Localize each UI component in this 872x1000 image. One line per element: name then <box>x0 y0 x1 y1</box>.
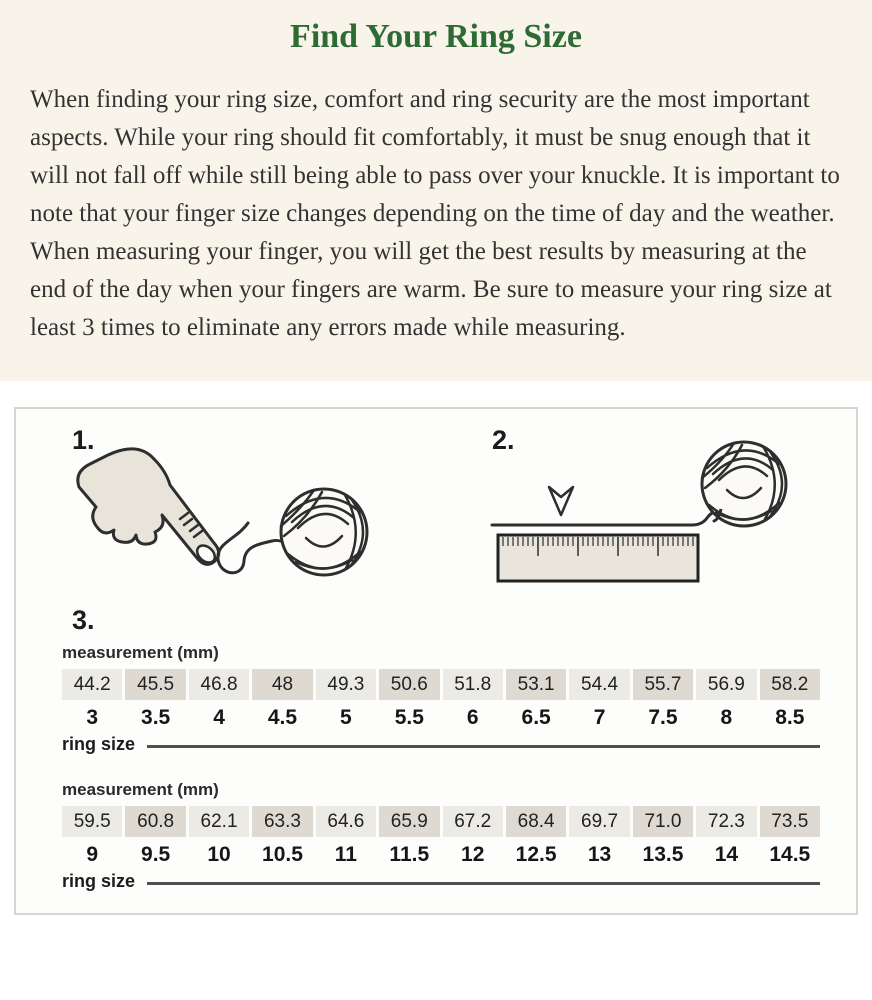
ring-size-cell: 13.5 <box>642 842 684 866</box>
measurement-cell: 73.5 <box>760 806 820 837</box>
ring-size-cell: 4 <box>213 705 225 729</box>
ring-size-cell: 7.5 <box>648 705 678 729</box>
measurement-cell: 67.2 <box>443 806 503 837</box>
ring-size-cell: 6 <box>466 705 479 729</box>
measurement-cell: 68.4 <box>506 806 566 837</box>
measurement-cell: 53.1 <box>506 669 566 700</box>
measurement-cell: 69.7 <box>569 806 629 837</box>
ring-size-label: ring size <box>62 871 136 891</box>
measurement-row <box>62 806 820 837</box>
intro-paragraph: When finding your ring size, comfort and ring security are the most important aspects. While your ring should fit comfortably, it must be snug enough that it will not fall off while still being able to pass over your knuckle. It is important to note that your finger size changes depending on the time of day and the weather. When measuring your finger, you will get the best results by measuring at the end of the day when your fingers are warm. Be sure to measure your ring size at least 3 times to eliminate any errors made while measuring. <box>30 85 840 341</box>
ring-size-cell: 7 <box>593 705 606 729</box>
measurement-cell: 44.2 <box>62 669 122 700</box>
ring-size-cell: 8 <box>720 705 733 729</box>
ring-size-caption <box>62 871 820 893</box>
ring-size-row <box>62 702 820 734</box>
ruler-measuring-string-icon <box>476 424 816 597</box>
ring-size-cell: 14 <box>714 842 739 866</box>
string-curl <box>218 523 289 573</box>
measurement-cell: 50.6 <box>379 669 439 700</box>
page-title: Find Your Ring Size <box>290 18 582 55</box>
string-line <box>492 512 716 524</box>
ring-size-cell: 3.5 <box>141 705 171 729</box>
ring-size-cell: 8.5 <box>775 705 805 729</box>
measurement-cell: 48 <box>252 669 312 700</box>
ring-size-cell: 4.5 <box>267 705 298 729</box>
ring-size-cell: 13 <box>587 842 612 866</box>
measurement-cell: 46.8 <box>189 669 249 700</box>
ring-size-cell: 6.5 <box>521 705 551 729</box>
ring-size-cell: 11 <box>334 842 357 866</box>
ring-size-cell: 14.5 <box>769 842 811 866</box>
measurement-cell: 54.4 <box>569 669 629 700</box>
ruler-minor-ticks <box>500 537 696 551</box>
step-2 <box>436 423 856 599</box>
measurement-cell: 51.8 <box>443 669 503 700</box>
measurement-cell: 45.5 <box>125 669 185 700</box>
ring-size-rule-line <box>147 745 820 748</box>
measurement-label: measurement (mm) <box>62 779 219 799</box>
measurement-cell: 49.3 <box>316 669 376 700</box>
ring-size-table-large <box>62 780 820 893</box>
yarn-ball-icon <box>281 489 367 575</box>
ring-size-caption <box>62 734 820 756</box>
measurement-cell: 60.8 <box>125 806 185 837</box>
ring-size-cell: 12 <box>461 842 485 866</box>
ring-size-cell: 5.5 <box>394 705 424 729</box>
step-2-number: 2. <box>492 424 515 455</box>
step-1-number: 1. <box>72 424 95 455</box>
measurement-cell: 63.3 <box>252 806 312 837</box>
intro-section <box>0 0 872 381</box>
measurement-cell: 71.0 <box>633 806 693 837</box>
ring-size-cell: 5 <box>340 705 352 729</box>
step-1 <box>16 423 436 599</box>
measurement-cell: 62.1 <box>189 806 249 837</box>
measurement-cell: 65.9 <box>379 806 439 837</box>
measurement-cell: 55.7 <box>633 669 693 700</box>
ring-sizing-card <box>14 407 858 915</box>
ring-size-cell: 12.5 <box>515 842 557 866</box>
ring-size-label: ring size <box>62 734 136 754</box>
measurement-cell: 59.5 <box>62 806 122 837</box>
ring-size-rule-line <box>147 882 820 885</box>
ring-size-cell: 3 <box>86 705 99 729</box>
measurement-cell: 58.2 <box>760 669 820 700</box>
ring-size-row <box>62 839 820 871</box>
ring-size-cell: 11.5 <box>389 842 430 866</box>
step-3-number: 3. <box>72 604 95 635</box>
measurement-cell: 72.3 <box>696 806 756 837</box>
measurement-cell: 64.6 <box>316 806 376 837</box>
hand-pointing-with-yarn-icon <box>56 424 396 597</box>
ring-size-cell: 10 <box>207 842 231 866</box>
ring-size-table-small <box>62 643 820 756</box>
measurement-label: measurement (mm) <box>62 642 219 662</box>
ring-size-cell: 10.5 <box>262 842 303 866</box>
down-arrow-icon <box>549 487 573 515</box>
ring-size-cell: 9.5 <box>141 842 171 866</box>
ring-size-cell: 9 <box>86 842 99 866</box>
measurement-cell: 56.9 <box>696 669 756 700</box>
steps-row <box>16 423 856 599</box>
measurement-row <box>62 669 820 700</box>
